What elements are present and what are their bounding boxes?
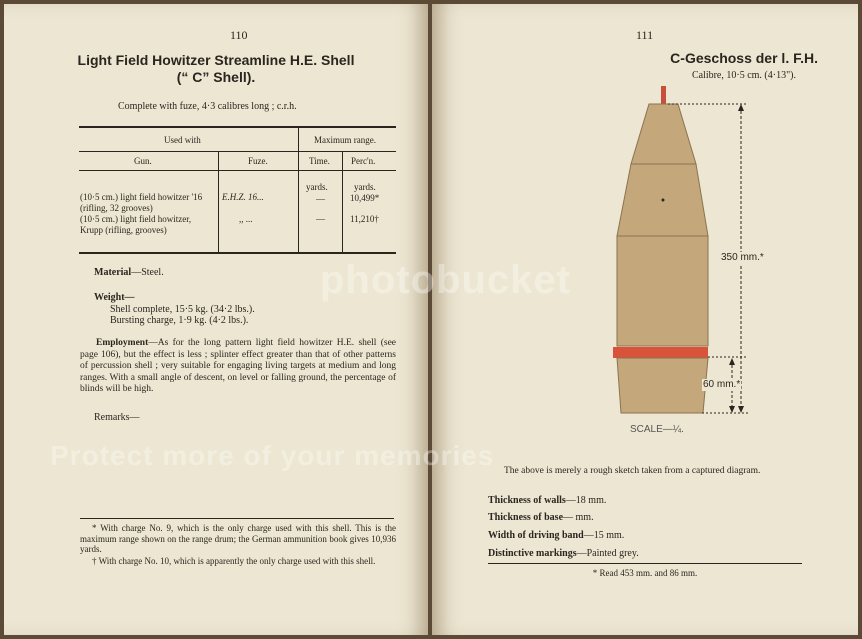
row1-percn: 10,499* bbox=[350, 193, 380, 203]
base-label: Thickness of base bbox=[488, 512, 564, 523]
fuze-tip bbox=[661, 86, 666, 104]
header-used-with: Used with bbox=[164, 135, 201, 145]
header-max-range: Maximum range. bbox=[314, 135, 376, 145]
shell-drawing bbox=[432, 4, 858, 444]
footnote-rule bbox=[488, 563, 802, 564]
material-line bbox=[94, 267, 164, 279]
table-divider bbox=[218, 152, 219, 252]
row1-time: — bbox=[316, 194, 325, 204]
row2-percn: 11,210† bbox=[350, 214, 379, 224]
walls-label: Thickness of walls bbox=[488, 495, 566, 506]
row2-time: — bbox=[316, 214, 325, 224]
page-title-continued: (“ C” Shell). bbox=[176, 69, 256, 85]
table-divider bbox=[298, 128, 299, 252]
row2-fuze: ,, ... bbox=[239, 214, 253, 224]
left-page bbox=[4, 4, 428, 635]
table-top-rule bbox=[79, 126, 396, 128]
footnote-2: † With charge No. 10, which is apparently the only charge used with this shell. bbox=[92, 556, 376, 566]
col-percn: Perc'n. bbox=[351, 156, 376, 166]
page-number: 110 bbox=[230, 28, 248, 42]
markings-line bbox=[488, 548, 639, 560]
markings-value: —Painted grey. bbox=[576, 548, 639, 559]
table-divider bbox=[342, 152, 343, 252]
footnote-rule bbox=[80, 518, 394, 519]
subtitle: Complete with fuze, 4·3 calibres long ; c.r.h. bbox=[118, 101, 297, 112]
shell-nose bbox=[631, 104, 696, 164]
unit-time: yards. bbox=[306, 182, 328, 192]
arrowhead bbox=[729, 406, 735, 413]
band-line bbox=[488, 530, 624, 542]
unit-percn: yards. bbox=[354, 182, 376, 192]
driving-band bbox=[613, 347, 708, 358]
footnote: * Read 453 mm. and 86 mm. bbox=[592, 568, 698, 578]
remarks-label: Remarks— bbox=[94, 412, 140, 423]
weight-line-1: Shell complete, 15·5 kg. (34·2 lbs.). bbox=[110, 304, 255, 315]
row2-gun: (10·5 cm.) light field howitzer, Krupp (rifling, grooves) bbox=[80, 214, 192, 235]
col-time: Time. bbox=[309, 156, 330, 166]
row1-fuze: E.H.Z. 16... bbox=[222, 192, 264, 202]
watermark-bottom: Protect more of your memories bbox=[50, 440, 495, 471]
arrowhead bbox=[738, 406, 744, 413]
base-line bbox=[488, 512, 594, 524]
band-value: —15 mm. bbox=[583, 530, 625, 541]
base-value: — mm. bbox=[563, 512, 594, 523]
shell-base bbox=[617, 358, 708, 413]
arrowhead bbox=[738, 104, 744, 111]
scale-label: SCALE—¼. bbox=[630, 424, 684, 435]
walls-value: —18 mm. bbox=[565, 495, 607, 506]
right-page bbox=[432, 4, 858, 635]
page-title: C-Geschoss der l. F.H. bbox=[670, 50, 818, 66]
col-gun: Gun. bbox=[134, 156, 152, 166]
weight-label: Weight— bbox=[94, 292, 135, 303]
shell-body bbox=[617, 236, 708, 346]
dimension-overall: 350 mm.* bbox=[721, 252, 764, 263]
dimension-base: 60 mm.* bbox=[703, 379, 741, 390]
band-label: Width of driving band bbox=[488, 530, 584, 541]
walls-line bbox=[488, 495, 606, 507]
footnote-1: * With charge No. 9, which is the only charge used with this shell. This is the maximum range shown on the range drum; the German ammunition book gives 10,936 yards. bbox=[80, 523, 396, 554]
table-rule bbox=[79, 170, 396, 171]
sketch-note: The above is merely a rough sketch taken from a captured diagram. bbox=[504, 466, 761, 476]
material-value: —Steel. bbox=[131, 267, 164, 278]
col-fuze: Fuze. bbox=[248, 156, 268, 166]
calibre: Calibre, 10·5 cm. (4·13"). bbox=[691, 70, 796, 81]
page-title: Light Field Howitzer Streamline H.E. Shell bbox=[77, 52, 355, 68]
table-bottom-rule bbox=[79, 252, 396, 254]
center-mark bbox=[662, 199, 665, 202]
employment-paragraph bbox=[80, 338, 396, 396]
arrowhead bbox=[729, 358, 735, 365]
table-rule bbox=[300, 151, 396, 152]
employment-text: —As for the long pattern light field howitzer H.E. shell (see page 106), but the effect is less ; splinter effect greater than that of other patterns of percussion shell ; very suitable for engaging living targets at medium and long ranges. With a small angle of descent, on level or falling ground, the percentage of blinds will be high. bbox=[80, 338, 396, 395]
weight-line-2: Bursting charge, 1·9 kg. (4·2 lbs.). bbox=[110, 315, 249, 326]
employment-label: Employment bbox=[96, 338, 149, 348]
page-number: 111 bbox=[636, 28, 654, 42]
watermark-top: photobucket bbox=[320, 258, 571, 302]
row1-gun: (10·5 cm.) light field howitzer '16 (rifling, 32 grooves) bbox=[80, 192, 203, 213]
material-label: Material bbox=[94, 267, 132, 278]
markings-label: Distinctive markings bbox=[488, 548, 577, 559]
